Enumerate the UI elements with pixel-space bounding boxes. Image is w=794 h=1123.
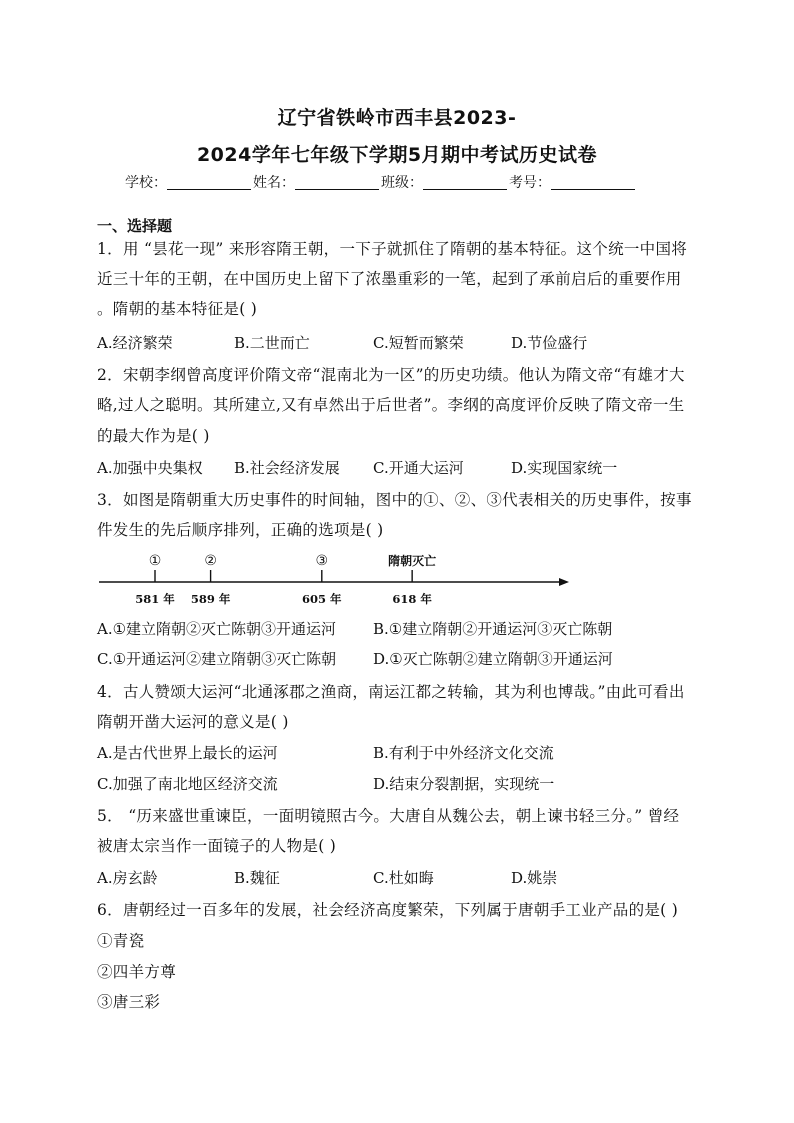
exam-no-label: 考号： bbox=[509, 175, 551, 191]
q4-option-c[interactable]: C.加强了南北地区经济交流 bbox=[97, 775, 278, 793]
q5-option-b[interactable]: B.魏征 bbox=[234, 869, 280, 887]
exam-title-line-1: 辽宁省铁岭市西丰县2023- bbox=[277, 107, 517, 129]
q2-option-a[interactable]: A.加强中央集权 bbox=[97, 459, 203, 477]
timeline-year-label-4: 618 年 bbox=[392, 592, 432, 606]
school-label: 学校： bbox=[125, 175, 167, 191]
q1-option-a[interactable]: A.经济繁荣 bbox=[97, 334, 173, 352]
q4-line-2: 隋朝开凿大运河的意义是( ) bbox=[97, 713, 289, 731]
exam-title-line-2: 2024学年七年级下学期5月期中考试历史试卷 bbox=[196, 144, 598, 166]
q3-option-d[interactable]: D.①灭亡陈朝②建立隋朝③开通运河 bbox=[373, 650, 613, 668]
q1-line-2: 近三十年的王朝，在中国历史上留下了浓墨重彩的一笔，起到了承前启后的重要作用 bbox=[97, 270, 682, 288]
q3-line-2: 件发生的先后顺序排列，正确的选项是( ) bbox=[97, 521, 384, 539]
name-blank[interactable] bbox=[295, 175, 379, 190]
name-label: 姓名： bbox=[253, 175, 295, 191]
q2-line-2: 略,过人之聪明。其所建立,又有卓然出于后世者”。李纲的高度评价反映了隋文帝一生 bbox=[97, 396, 685, 414]
q1-option-c[interactable]: C.短暂而繁荣 bbox=[373, 334, 464, 352]
q5-option-c[interactable]: C.杜如晦 bbox=[373, 869, 434, 887]
timeline-event-label-4: 隋朝灭亡 bbox=[388, 554, 437, 568]
q5-option-a[interactable]: A.房玄龄 bbox=[97, 869, 158, 887]
timeline-year-label-3: 605 年 bbox=[302, 592, 342, 606]
q1-option-d[interactable]: D.节俭盛行 bbox=[511, 334, 588, 352]
q6-line-1: 6．唐朝经过一百多年的发展，社会经济高度繁荣，下列属于唐朝手工业产品的是( ) bbox=[97, 901, 679, 919]
q1-line-3: 。隋朝的基本特征是( ) bbox=[97, 300, 258, 318]
q2-option-b[interactable]: B.社会经济发展 bbox=[234, 459, 340, 477]
timeline-year-label-2: 589 年 bbox=[190, 592, 231, 606]
sui-timeline-figure bbox=[97, 548, 577, 610]
q6-item-2[interactable]: ②四羊方尊 bbox=[97, 963, 177, 981]
q4-line-1: 4．古人赞颂大运河“北通涿郡之渔商，南运江都之转输，其为利也博哉。”由此可看出 bbox=[97, 683, 685, 701]
exam-no-blank[interactable] bbox=[551, 175, 635, 190]
q4-option-d[interactable]: D.结束分裂割据，实现统一 bbox=[373, 775, 555, 793]
school-blank[interactable] bbox=[167, 175, 251, 190]
q4-option-b[interactable]: B.有利于中外经济文化交流 bbox=[373, 744, 554, 762]
q3-option-b[interactable]: B.①建立隋朝②开通运河③灭亡陈朝 bbox=[373, 620, 613, 638]
timeline-event-label-1: ① bbox=[148, 553, 162, 569]
q5-line-2: 被唐太宗当作一面镜子的人物是( ) bbox=[97, 837, 337, 855]
section-heading: 一、选择题 bbox=[97, 217, 173, 235]
q3-line-1: 3．如图是隋朝重大历史事件的时间轴，图中的①、②、③代表相关的历史事件，按事 bbox=[97, 491, 692, 509]
class-blank[interactable] bbox=[423, 175, 507, 190]
q5-line-1: 5． “历来盛世重谏臣，一面明镜照古今。大唐自从魏公去，朝上谏书轻三分。” 曾经 bbox=[97, 807, 680, 825]
q3-option-c[interactable]: C.①开通运河②建立隋朝③灭亡陈朝 bbox=[97, 650, 337, 668]
q2-option-d[interactable]: D.实现国家统一 bbox=[511, 459, 618, 477]
timeline-event-label-2: ② bbox=[204, 553, 217, 569]
q2-option-c[interactable]: C.开通大运河 bbox=[373, 459, 464, 477]
timeline-arrow-icon bbox=[559, 578, 569, 586]
q1-line-1: 1．用 “昙花一现” 来形容隋王朝，一下子就抓住了隋朝的基本特征。这个统一中国将 bbox=[97, 240, 688, 258]
q3-option-a[interactable]: A.①建立隋朝②灭亡陈朝③开通运河 bbox=[97, 620, 337, 638]
q5-option-d[interactable]: D.姚崇 bbox=[511, 869, 558, 887]
q2-line-3: 的最大作为是( ) bbox=[97, 427, 210, 445]
q1-option-b[interactable]: B.二世而亡 bbox=[234, 334, 310, 352]
q6-item-1[interactable]: ①青瓷 bbox=[97, 932, 145, 950]
q2-line-1: 2．宋朝李纲曾高度评价隋文帝“混南北为一区”的历史功绩。他认为隋文帝“有雄才大 bbox=[97, 366, 685, 384]
student-info-row bbox=[125, 172, 637, 192]
q4-option-a[interactable]: A.是古代世界上最长的运河 bbox=[97, 744, 278, 762]
q6-item-3[interactable]: ③唐三彩 bbox=[97, 993, 161, 1011]
timeline-year-label-1: 581 年 bbox=[135, 592, 175, 606]
timeline-event-label-3: ③ bbox=[315, 553, 329, 569]
class-label: 班级： bbox=[381, 175, 423, 191]
